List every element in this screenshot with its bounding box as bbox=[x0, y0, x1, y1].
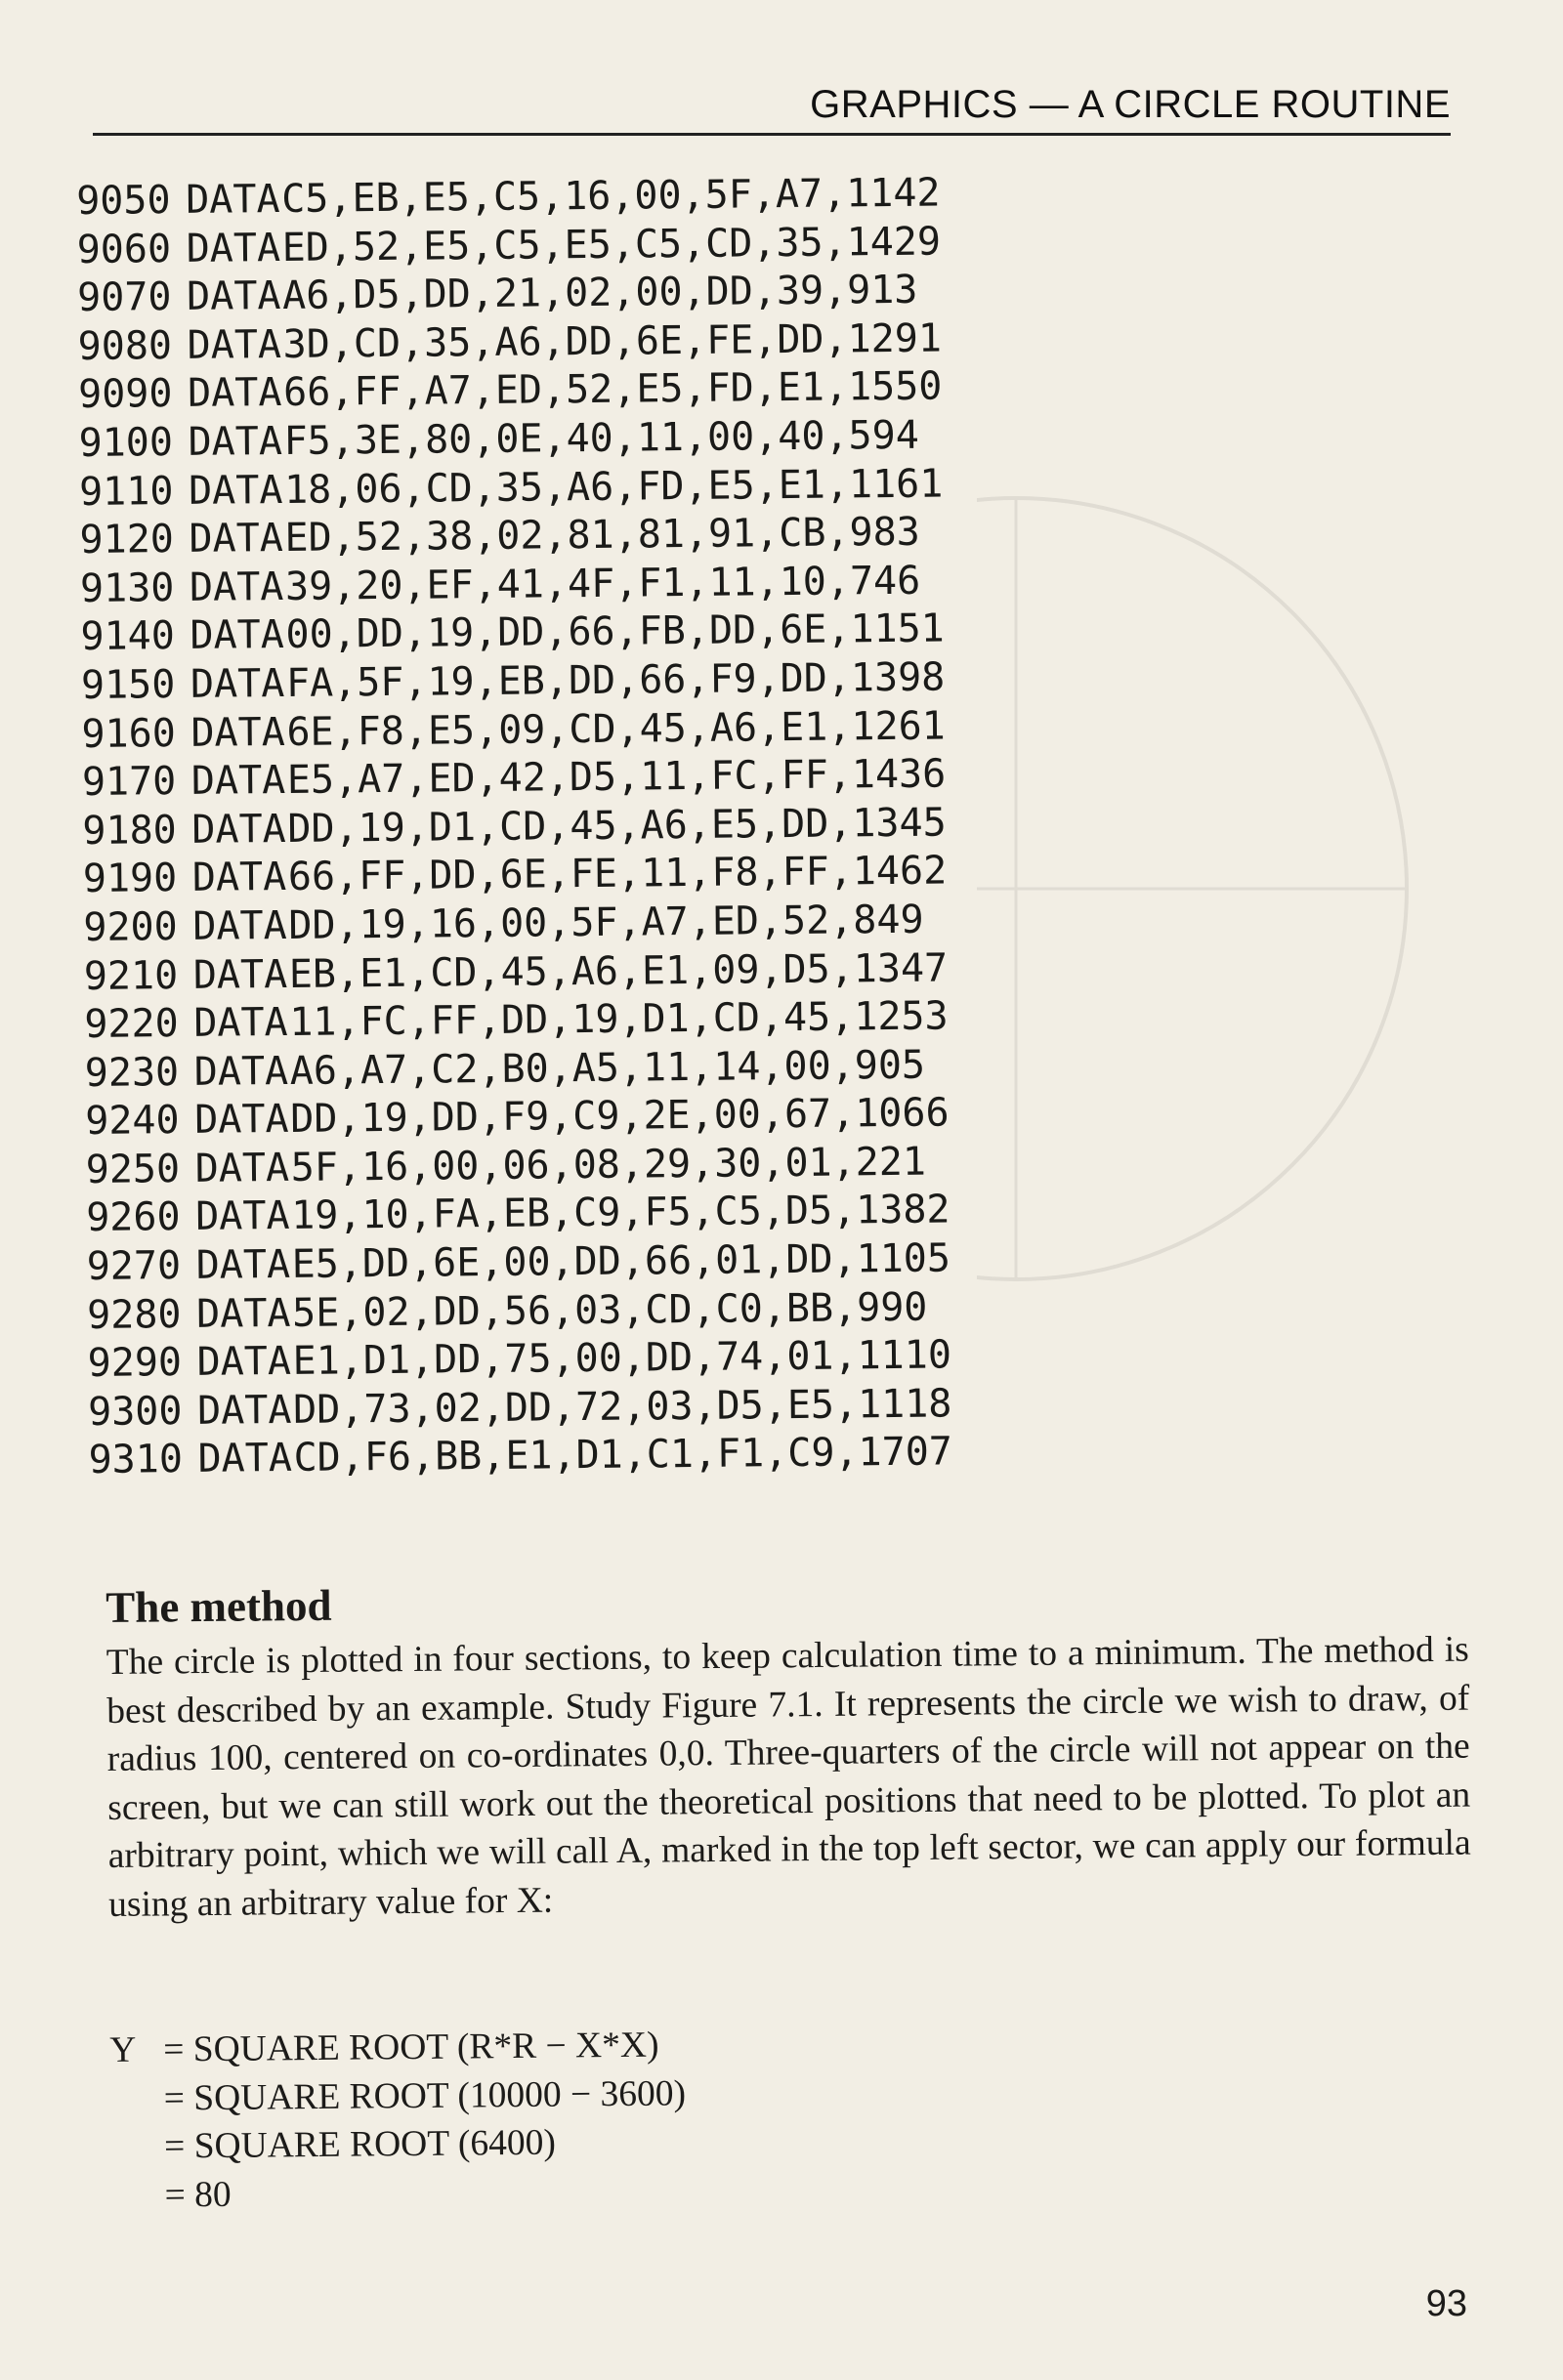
line-number: 9230 bbox=[84, 1049, 180, 1096]
data-keyword: DATA bbox=[196, 1387, 292, 1434]
data-values: C5,EB,E5,C5,16,00,5F,A7,1142 bbox=[280, 170, 941, 222]
line-number: 9160 bbox=[81, 710, 177, 757]
formula-line bbox=[110, 2117, 687, 2171]
data-values: 5F,16,00,06,08,29,30,01,221 bbox=[290, 1139, 927, 1190]
data-keyword: DATA bbox=[194, 1145, 290, 1191]
data-keyword: DATA bbox=[194, 1097, 289, 1144]
formula-rhs: = SQUARE ROOT (6400) bbox=[163, 2122, 557, 2167]
formula-line bbox=[109, 2021, 686, 2074]
line-number: 9270 bbox=[86, 1243, 182, 1290]
line-number: 9140 bbox=[80, 613, 176, 660]
code-line bbox=[83, 895, 1060, 952]
section-title: The method bbox=[106, 1580, 332, 1632]
line-number: 9240 bbox=[85, 1098, 180, 1145]
data-keyword: DATA bbox=[187, 321, 282, 368]
formula-line bbox=[109, 2069, 686, 2123]
code-line bbox=[78, 410, 1055, 468]
line-number: 9060 bbox=[76, 226, 172, 272]
data-keyword: DATA bbox=[197, 1436, 293, 1482]
line-number: 9170 bbox=[81, 759, 177, 806]
line-number: 9220 bbox=[84, 1001, 179, 1048]
data-values: 5E,02,DD,56,03,CD,C0,BB,990 bbox=[291, 1284, 928, 1336]
formula-rhs: = 80 bbox=[164, 2174, 232, 2215]
data-keyword: DATA bbox=[195, 1242, 291, 1288]
formula-lhs bbox=[110, 2109, 164, 2110]
line-number: 9080 bbox=[77, 322, 173, 369]
formula-rhs: = SQUARE ROOT (R*R − X*X) bbox=[163, 2025, 659, 2070]
data-values: ED,52,38,02,81,81,91,CB,983 bbox=[284, 509, 920, 562]
data-keyword: DATA bbox=[189, 564, 284, 610]
data-values: DD,19,D1,CD,45,A6,E5,DD,1345 bbox=[287, 800, 947, 852]
formula-line bbox=[110, 2166, 687, 2220]
line-number: 9130 bbox=[79, 564, 175, 611]
data-values: ED,52,E5,C5,E5,C5,CD,35,1429 bbox=[281, 219, 942, 271]
running-header bbox=[93, 68, 1451, 136]
data-values: DD,73,02,DD,72,03,D5,E5,1118 bbox=[292, 1381, 952, 1433]
line-number: 9180 bbox=[82, 807, 177, 854]
line-number: 9120 bbox=[79, 517, 175, 564]
data-keyword: DATA bbox=[195, 1290, 291, 1337]
formula-lhs bbox=[111, 2206, 165, 2207]
line-number: 9150 bbox=[80, 661, 176, 708]
code-line bbox=[88, 1428, 1065, 1485]
data-values: E1,D1,DD,75,00,DD,74,01,1110 bbox=[292, 1332, 952, 1385]
code-line bbox=[84, 991, 1061, 1049]
data-values: A6,D5,DD,21,02,00,DD,39,913 bbox=[281, 267, 918, 319]
data-keyword: DATA bbox=[192, 951, 288, 998]
formula-block bbox=[109, 2021, 687, 2220]
line-number: 9280 bbox=[86, 1291, 182, 1338]
line-number: 9310 bbox=[88, 1437, 184, 1483]
data-keyword: DATA bbox=[193, 1000, 288, 1046]
data-keyword: DATA bbox=[189, 516, 284, 563]
data-keyword: DATA bbox=[190, 709, 286, 756]
data-values: 00,DD,19,DD,66,FB,DD,6E,1151 bbox=[285, 605, 945, 658]
line-number: 9190 bbox=[82, 856, 178, 902]
line-number: 9260 bbox=[86, 1194, 181, 1241]
data-keyword: DATA bbox=[187, 370, 282, 417]
data-values: E5,DD,6E,00,DD,66,01,DD,1105 bbox=[291, 1235, 951, 1287]
data-keyword: DATA bbox=[191, 806, 286, 853]
data-values: 11,FC,FF,DD,19,D1,CD,45,1253 bbox=[289, 993, 949, 1046]
formula-lhs: Y bbox=[109, 2029, 137, 2070]
line-number: 9110 bbox=[78, 468, 174, 515]
line-number: 9290 bbox=[87, 1340, 183, 1387]
data-values: 66,FF,DD,6E,FE,11,F8,FF,1462 bbox=[287, 848, 948, 900]
line-number: 9070 bbox=[76, 274, 172, 321]
data-values: CD,F6,BB,E1,D1,C1,F1,C9,1707 bbox=[293, 1429, 953, 1482]
data-keyword: DATA bbox=[188, 467, 283, 514]
data-keyword: DATA bbox=[193, 1048, 289, 1095]
line-number: 9300 bbox=[87, 1388, 183, 1435]
method-paragraph: The circle is plotted in four sections, to keep calculation time to a minimum. The method is best described by an example. Study Figure 7.1. It represents the circle we wish to draw, of radius 100, centered on co-ordinates 0,0. Three-quarters of the circle will not appear on the screen, but we can still work out the theoretical positions that need to be plotted. To plot an arbitrary point, which we will call A, marked in the top left sector, we can apply our formula using an arbitrary value for X: bbox=[106, 1629, 1471, 1925]
line-number: 9200 bbox=[83, 903, 178, 950]
code-line bbox=[76, 168, 1053, 226]
data-keyword: DATA bbox=[191, 855, 287, 901]
basic-data-listing bbox=[76, 168, 1066, 1485]
line-number: 9090 bbox=[77, 371, 173, 418]
line-number: 9100 bbox=[78, 420, 174, 466]
data-values: FA,5F,19,EB,DD,66,F9,DD,1398 bbox=[285, 654, 946, 706]
data-values: 39,20,EF,41,4F,F1,11,10,746 bbox=[284, 558, 921, 609]
data-values: E5,A7,ED,42,D5,11,FC,FF,1436 bbox=[286, 751, 947, 804]
data-keyword: DATA bbox=[186, 273, 281, 320]
data-values: 3D,CD,35,A6,DD,6E,FE,DD,1291 bbox=[282, 315, 943, 367]
line-number: 9210 bbox=[83, 952, 179, 999]
formula-rhs: = SQUARE ROOT (10000 − 3600) bbox=[163, 2072, 687, 2118]
page-number: 93 bbox=[1425, 2283, 1467, 2324]
data-values: A6,A7,C2,B0,A5,11,14,00,905 bbox=[289, 1042, 926, 1094]
code-line bbox=[81, 652, 1058, 710]
data-values: DD,19,16,00,5F,A7,ED,52,849 bbox=[288, 897, 924, 948]
line-number: 9250 bbox=[85, 1146, 181, 1192]
data-values: DD,19,DD,F9,C9,2E,00,67,1066 bbox=[290, 1090, 950, 1143]
data-values: 6E,F8,E5,09,CD,45,A6,E1,1261 bbox=[286, 703, 946, 755]
data-keyword: DATA bbox=[188, 418, 283, 465]
data-keyword: DATA bbox=[186, 177, 280, 223]
data-keyword: DATA bbox=[190, 758, 286, 805]
data-keyword: DATA bbox=[196, 1339, 292, 1386]
data-values: F5,3E,80,0E,40,11,00,40,594 bbox=[283, 412, 920, 464]
data-values: 19,10,FA,EB,C9,F5,C5,D5,1382 bbox=[290, 1187, 950, 1239]
data-keyword: DATA bbox=[190, 612, 285, 659]
data-keyword: DATA bbox=[190, 660, 285, 707]
data-values: EB,E1,CD,45,A6,E1,09,D5,1347 bbox=[288, 944, 949, 997]
data-values: 66,FF,A7,ED,52,E5,FD,E1,1550 bbox=[282, 363, 943, 416]
data-values: 18,06,CD,35,A6,FD,E5,E1,1161 bbox=[283, 461, 944, 513]
code-line bbox=[86, 1233, 1063, 1291]
header-title: GRAPHICS — A CIRCLE ROUTINE bbox=[810, 83, 1451, 126]
formula-lhs bbox=[110, 2157, 164, 2158]
data-keyword: DATA bbox=[192, 902, 287, 949]
data-keyword: DATA bbox=[186, 225, 281, 271]
method-section bbox=[106, 1567, 1471, 1929]
data-keyword: DATA bbox=[195, 1193, 290, 1240]
line-number: 9050 bbox=[76, 178, 171, 224]
